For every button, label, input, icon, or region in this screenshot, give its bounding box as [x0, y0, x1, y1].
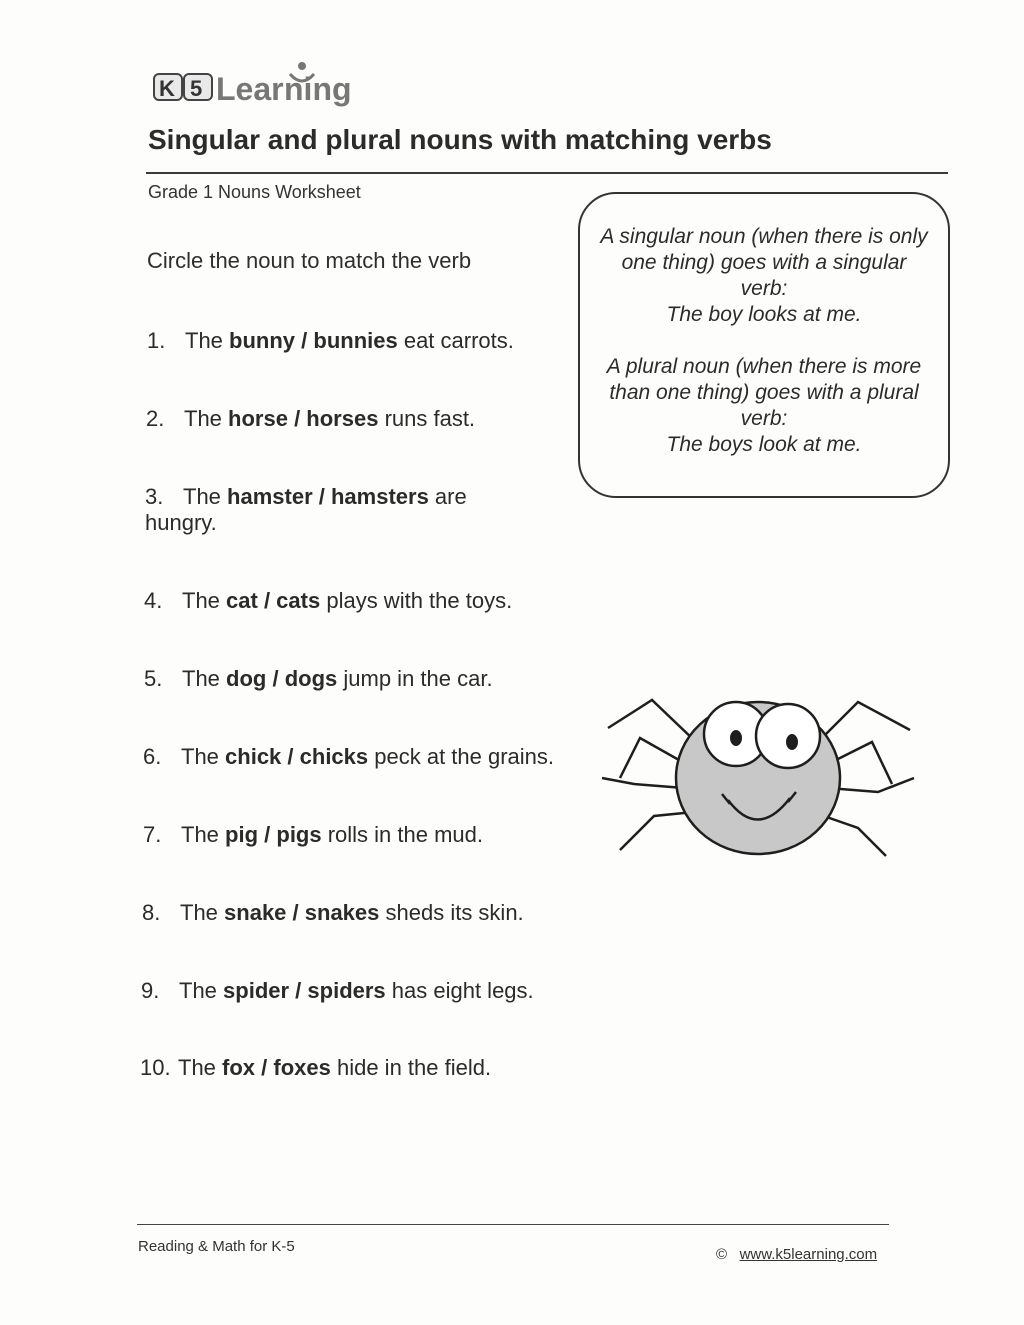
- question-item: 7. The pig / pigs rolls in the mud.: [143, 822, 484, 847]
- footer-divider: [137, 1224, 889, 1225]
- noun-choice-singular[interactable]: snake: [224, 900, 287, 925]
- noun-choice-plural[interactable]: chicks: [299, 744, 369, 769]
- noun-choice-plural[interactable]: horses: [306, 406, 379, 431]
- question-item: 4. The cat / cats plays with the toys.: [144, 588, 513, 613]
- rule-info-box: [578, 192, 950, 498]
- singular-rule-text: A singular noun (when there is only one thing) goes with a singular verb:: [600, 225, 928, 300]
- noun-choice-plural[interactable]: snakes: [304, 900, 380, 925]
- question-item: 10. The fox / foxes hide in the field.: [140, 1055, 492, 1080]
- noun-choice-singular[interactable]: pig: [225, 822, 259, 847]
- noun-choice-singular[interactable]: hamster: [227, 484, 313, 509]
- plural-example: The boys look at me.: [666, 433, 862, 456]
- svg-text:5: 5: [190, 76, 203, 101]
- noun-choice-plural[interactable]: dogs: [284, 666, 338, 691]
- footer-copyright: [716, 1246, 877, 1263]
- plural-rule-text: A plural noun (when there is more than one thing) goes with a plural verb:: [606, 355, 922, 430]
- spider-icon: [596, 680, 920, 860]
- noun-choice-singular[interactable]: dog: [226, 666, 267, 691]
- noun-choice-plural[interactable]: pigs: [276, 822, 322, 847]
- question-item: 8. The snake / snakes sheds its skin.: [142, 900, 524, 925]
- noun-choice-singular[interactable]: fox: [222, 1055, 256, 1080]
- noun-choice-plural[interactable]: cats: [276, 588, 321, 613]
- question-item: 2. The horse / horses runs fast.: [146, 406, 476, 431]
- question-item: 3. The hamster / hamsters are hungry.: [145, 484, 467, 535]
- noun-choice-plural[interactable]: hamsters: [330, 484, 429, 509]
- svg-text:K: K: [159, 76, 175, 101]
- worksheet-subtitle: Grade 1 Nouns Worksheet: [148, 182, 361, 202]
- instruction-text: Circle the noun to match the verb: [147, 248, 472, 273]
- noun-choice-singular[interactable]: bunny: [229, 328, 296, 353]
- noun-choice-singular[interactable]: spider: [223, 978, 290, 1003]
- title-divider: [146, 172, 948, 174]
- noun-choice-plural[interactable]: spiders: [307, 978, 386, 1003]
- svg-text:Lear: Lear: [216, 71, 284, 107]
- noun-choice-singular[interactable]: chick: [225, 744, 282, 769]
- noun-choice-plural[interactable]: foxes: [273, 1055, 331, 1080]
- k5-learning-logo: [150, 56, 370, 108]
- svg-text:ning: ning: [284, 71, 352, 107]
- noun-choice-plural[interactable]: bunnies: [313, 328, 398, 353]
- question-item: 1. The bunny / bunnies eat carrots.: [147, 328, 514, 353]
- footer-tagline: Reading & Math for K-5: [138, 1238, 295, 1255]
- noun-choice-singular[interactable]: cat: [226, 588, 258, 613]
- question-item: 6. The chick / chicks peck at the grains.: [143, 744, 555, 769]
- question-item: 9. The spider / spiders has eight legs.: [141, 978, 534, 1003]
- k5learning-link[interactable]: www.k5learning.com: [739, 1246, 878, 1263]
- question-item: 5. The dog / dogs jump in the car.: [144, 666, 493, 691]
- copyright-symbol: ©: [716, 1246, 728, 1263]
- page-title: Singular and plural nouns with matching verbs: [148, 124, 772, 155]
- singular-example: The boy looks at me.: [666, 303, 862, 326]
- noun-choice-singular[interactable]: horse: [228, 406, 288, 431]
